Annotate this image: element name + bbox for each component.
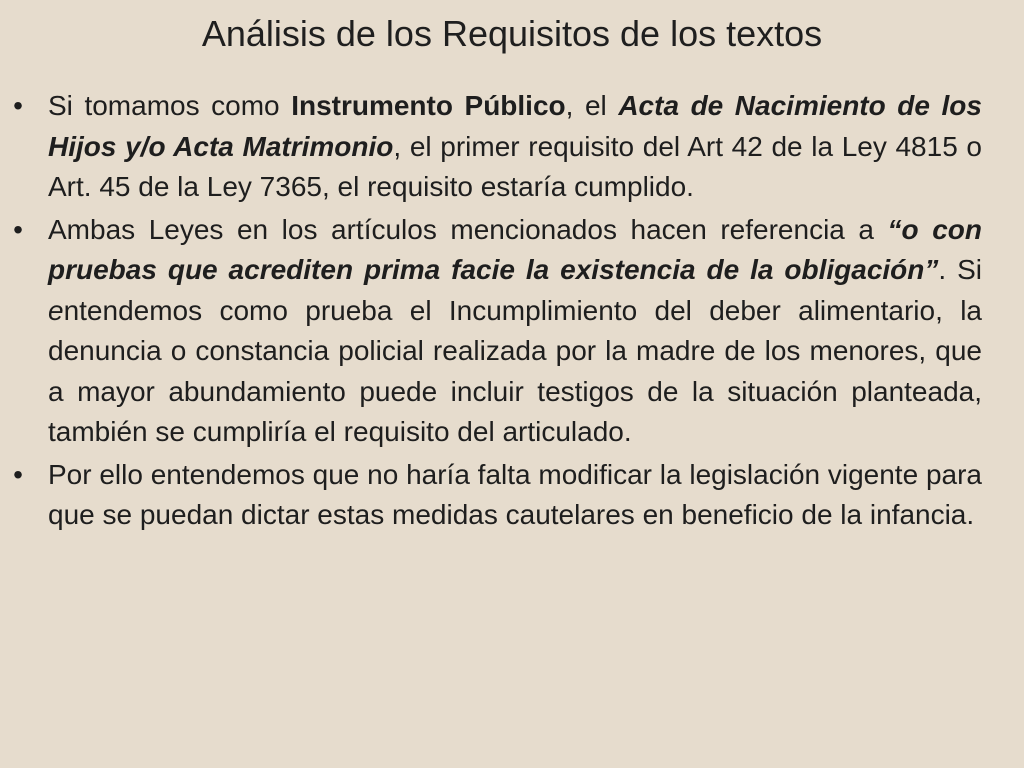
bullet-item-2 (13, 210, 982, 453)
bullet-item-1 (13, 86, 982, 208)
bullet-1-bold-instrumento: Instrumento Público (291, 90, 566, 121)
bullet-list (13, 86, 982, 536)
bullet-1-text: Si tomamos como (48, 90, 292, 121)
bullet-2-text: Ambas Leyes en los artículos mencionados hacen referencia a (48, 213, 888, 245)
bullet-2-italic-letter: e (48, 294, 64, 326)
bullet-1-text: , el primer requisito del Art 42 de la Ley 4815 o Art. 45 de la Ley 7365, el requisito estaría cumplido. (48, 130, 982, 202)
bullet-2-bold-italic-quote: “o con pruebas que acrediten prima facie la existencia de la obligación” (48, 213, 982, 285)
bullet-1-text: , el (565, 90, 619, 121)
bullet-dot-icon: • (13, 458, 23, 490)
bullet-2-text: ntendemos como prueba el Incumplimiento del deber alimentario, la denuncia o constancia policial realizada por la madre de los menores, que a mayor abundamiento puede incluir testigos de la situación planteada, también se cumpliría el requisito del articulado. (48, 294, 982, 447)
bullet-item-3 (13, 455, 982, 536)
bullet-3-text: Por ello entendemos que no haría falta modificar la legislación vigente para que se puedan dictar estas medidas cautelares en beneficio de la infancia. (48, 458, 982, 530)
bullet-dot-icon: • (13, 90, 23, 121)
bullet-2-text: . Si (938, 254, 982, 285)
bullet-1-bold-italic-acta: Acta de Nacimiento de los Hijos y/o Acta Matrimonio (48, 90, 982, 162)
bullet-dot-icon: • (13, 213, 23, 245)
slide-title: Análisis de los Requisitos de los textos (201, 13, 823, 54)
